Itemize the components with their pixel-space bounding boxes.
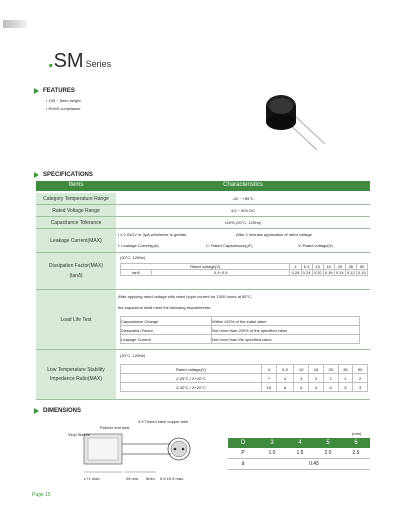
lead-min-label: 5min. [146,476,156,481]
features-header [34,88,75,94]
df-voltage: 4 [290,264,301,270]
col-characteristics: Characteristics [223,182,263,188]
dim-value-wide: 0.45 [309,461,319,467]
dimension-drawing [66,420,196,484]
dim-header-row [228,438,370,448]
page-number: Page 15 [32,492,51,498]
lt-voltage: 6.3 [276,365,294,374]
features-heading: FEATURES [43,88,75,94]
df-value: 0.16 [324,270,333,275]
lt-value: 8 [276,383,294,392]
load-life-intro: After applying rated voltage with rated ripple current for 1000 hours at 85°C, [118,294,253,299]
spec-row [36,193,370,205]
df-voltage: 50 [356,264,367,270]
lt-value: 3 [294,374,309,383]
leakage-legend-i: I: Leakage Current(μA) [118,243,159,248]
dim-d: 3 [270,440,274,446]
lt-value: 4 [323,383,338,392]
lt-condition: (20°C, 120Hz) [120,353,146,358]
arrow-icon [34,172,39,178]
df-value: 0.20 [313,270,322,275]
lt-value: 3 [353,383,368,392]
series-name: SM [53,50,84,72]
df-value: 0.28 [291,270,300,275]
load-life-intro2: the capacitors shall meet the following requirements: [118,305,212,310]
rubber-label: Rubber end seal [100,425,130,430]
df-row-sub: 0.4~0.5 [152,270,290,276]
lt-table [120,364,368,392]
dim-value: 2.5 [352,450,360,456]
spec-item-label: Rated Voltage Range [36,205,116,217]
df-table [120,263,368,276]
df-hdr: Rated voltage(V) [121,264,290,270]
col-items: Items [68,182,84,188]
arrow-icon [34,408,39,414]
lt-voltage: 50 [353,365,368,374]
leakage-note: After 2 minutes application of rated voltage [236,232,312,237]
wire-label: 4.5 Tinned steel copper wire [138,419,189,424]
lt-label-sub: Impedance Ratio(MAX) [50,376,102,382]
ll-req: Not more than 200% of the specified value [212,326,360,335]
spec-item-label: Capacitance Tolerance [36,217,116,229]
lt-value: 2 [338,374,353,383]
sleeve-label: Vinyl Sleeve [68,432,90,437]
dim-row-label: P [241,450,245,456]
spec-item-label: Category Temperature Range [36,193,116,205]
series-suffix: Series [85,59,112,69]
dim-value: 2.0 [324,450,332,456]
spec-row [36,217,370,229]
lt-label: Low Temperature Stability [47,367,105,373]
df-voltage: 35 [345,264,356,270]
length-label: L+1 max. [84,476,101,481]
dim-d: 5 [326,440,330,446]
spec-row-df [36,253,370,290]
feature-item: • 105 ~ 5mm height [46,98,81,103]
df-value: 0.12 [346,270,355,275]
spec-row-leakage [36,229,370,253]
dimensions-header [34,408,81,414]
specifications-heading: SPECIFICATIONS [43,172,93,178]
ll-param: Capacitance Change [121,317,212,326]
df-voltage: 16 [323,264,334,270]
leakage-legend-c: C: Rated Capacitance(μF) [206,243,253,248]
lt-value: 15 [262,383,277,392]
df-condition: (20°C, 120Hz) [120,255,146,260]
lt-voltage: 10 [294,365,309,374]
lt-row-label: Z-25°C / Z+20°C [121,374,262,383]
df-label-sub: (tanδ) [69,273,83,279]
lead-tol-label: 0.5 ±0.5 max. [160,476,185,481]
lt-value: 4 [276,374,294,383]
header-gray-mark [3,20,27,28]
specifications-header [34,172,93,178]
df-voltage: 10 [312,264,323,270]
spec-table-header [36,181,370,191]
leakage-legend-v: V: Rated voltage(V) [298,243,333,248]
ll-param: Leakage Current [121,335,212,344]
df-voltage: 25 [334,264,345,270]
unit-label: (mm) [352,431,362,436]
lt-value: 3 [338,383,353,392]
spec-row-lt [36,350,370,400]
df-value: 0.14 [335,270,344,275]
lt-voltage: 4 [262,365,277,374]
lt-voltage: 16 [309,365,324,374]
dim-row [228,459,370,470]
lt-row-label: Z-40°C / Z+20°C [121,383,262,392]
df-row-label: tanδ [121,270,152,276]
lt-value: 7 [262,374,277,383]
capacitor-photo [255,92,345,162]
dim-d: 4 [298,440,302,446]
load-life-table [120,316,360,344]
lead-label: 25 min. [126,476,140,481]
dim-d: 6 [354,440,358,446]
dim-value: 1.5 [296,450,304,456]
dimension-table [228,438,370,470]
lt-value: 3 [309,374,324,383]
dim-row-label: d [241,461,245,467]
spec-value: 4.0 ~ 50V DC [230,208,256,213]
spec-value: ±20% (20°C, 120Hz) [224,220,262,225]
df-value: 0.24 [302,270,311,275]
lt-value: 4 [309,383,324,392]
feature-item: • RoHS compliance [46,106,81,111]
df-voltage: 6.3 [301,264,312,270]
dim-row [228,448,370,459]
ll-param: Dissipation Factor [121,326,212,335]
spec-row [36,205,370,217]
spec-item-label: Leakage Current(MAX) [36,229,116,253]
series-dot: . [48,50,54,72]
df-label: Dissipation Factor(MAX) [48,263,104,269]
dim-col0: D [240,440,246,446]
spec-value: -40 ~ +85°C [232,196,254,201]
df-value: 0.10 [358,270,366,275]
lt-value: 2 [353,374,368,383]
leakage-formula: I ≤ 0.01CV or 3μA whichever is greater [118,232,187,237]
dimensions-heading: DIMENSIONS [43,408,82,414]
spec-row-load-life [36,290,370,350]
ll-req: Within ±20% of the initial value [212,317,360,326]
lt-voltage: 35 [338,365,353,374]
lt-value: 6 [294,383,309,392]
lt-value: 2 [323,374,338,383]
lt-hdr: Rated voltage(V) [121,365,262,374]
spec-item-label: Load Life Test [36,290,116,350]
arrow-icon [34,88,39,94]
dim-value: 1.0 [268,450,276,456]
ll-req: Not more than the specified value [212,335,360,344]
lt-voltage: 25 [323,365,338,374]
series-title [48,50,111,73]
